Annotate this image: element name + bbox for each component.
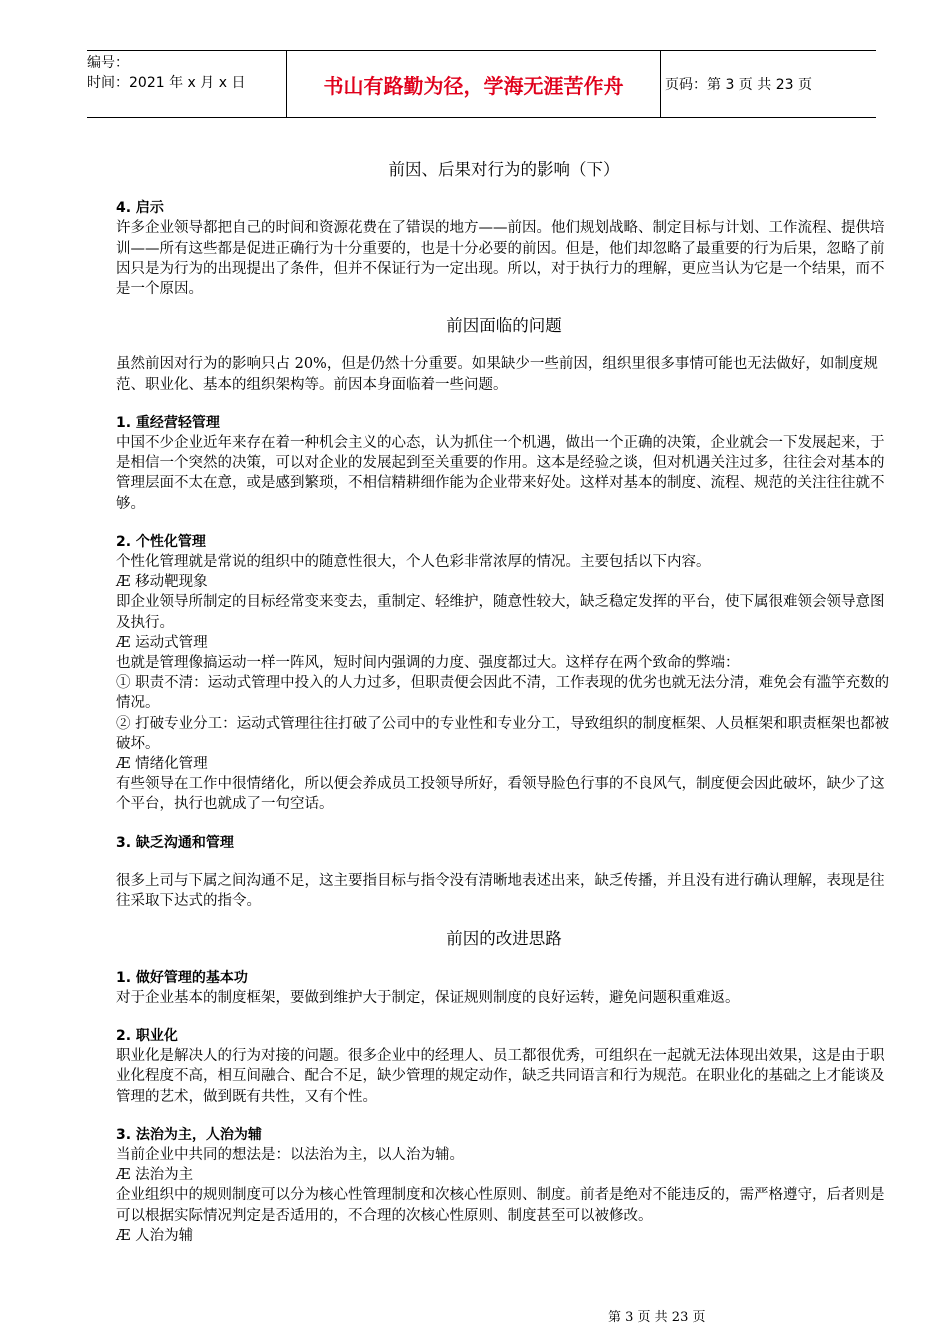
time-label: 时间：2021 年 x 月 x 日 — [87, 75, 246, 91]
bullet-heading: Æ 法治为主 — [116, 1167, 194, 1184]
section-heading: 3. 缺乏沟通和管理 — [116, 834, 234, 851]
paragraph: 当前企业中共同的想法是：以法治为主，以人治为辅。 — [116, 1146, 464, 1163]
section-heading: 3. 法治为主，人治为辅 — [116, 1126, 262, 1143]
number-label: 编号： — [87, 55, 129, 71]
subtitle: 前因的改进思路 — [446, 929, 562, 949]
paragraph: 即企业领导所制定的目标经常变来变去，重制定、轻维护，随意性较大，缺乏稳定发挥的平台，使下属很难领会领导意图及执行。 — [116, 594, 885, 631]
paragraph: 也就是管理像搞运动一样一阵风，短时间内强调的力度、强度都过大。这样存在两个致命的弊端： — [116, 655, 740, 672]
paragraph: 职业化是解决人的行为对接的问题。很多企业中的经理人、员工都很优秀，可组织在一起就无法体现出效果，这是由于职业化程度不高，相互间融合、配合不足，缺少管理的规定动作，缺乏共同语言和行为规范。在职业化的基础之上才能谈及管理的艺术，做到既有共性，又有个性。 — [116, 1048, 885, 1105]
paragraph: 中国不少企业近年来存在着一种机会主义的心态，认为抓住一个机遇，做出一个正确的决策，企业就会一下发展起来，于是相信一个突然的决策，可以对企业的发展起到至关重要的作用。这本是经验之谈，但对机遇关注过多，往往会对基本的管理层面不太在意，或是感到繁琐，不相信精耕细作能为企业带来好处。这样对基本的制度、流程、规范的关注往往就不够。 — [116, 435, 885, 512]
paragraph: 许多企业领导都把自己的时间和资源花费在了错误的地方——前因。他们规划战略、制定目标与计划、工作流程、提供培训——所有这些都是促进正确行为十分重要的，也是十分必要的前因。但是，他们却忽略了最重要的行为后果，忽略了前因只是为行为的出现提出了条件，但并不保证行为一定出现。所以，对于执行力的理解，更应当认为它是一个结果，而不是一个原因。 — [116, 220, 885, 298]
subtitle: 前因面临的问题 — [446, 316, 562, 336]
bullet-heading: Æ 情绪化管理 — [116, 756, 208, 773]
header-motto: 书山有路勤为径，学海无涯苦作舟 — [287, 51, 661, 117]
document-body — [116, 160, 892, 1246]
section-heading: 1. 重经营轻管理 — [116, 414, 220, 431]
paragraph: 有些领导在工作中很情绪化，所以便会养成员工投领导所好，看领导脸色行事的不良风气，制度便会因此破坏，缺少了这个平台，执行也就成了一句空话。 — [116, 776, 885, 813]
bullet-heading: Æ 移动靶现象 — [116, 574, 208, 591]
section-heading: 4. 启示 — [116, 200, 164, 217]
page-title: 前因、后果对行为的影响（下） — [388, 160, 620, 179]
numbered-item: ① 职责不清：运动式管理中投入的人力过多，但职责便会因此不清，工作表现的优劣也就无法分清，难免会有滥竽充数的情况。 — [116, 675, 890, 712]
page-footer: 第 3 页 共 23 页 — [608, 1310, 706, 1325]
paragraph: 对于企业基本的制度框架，要做到维护大于制定，保证规则制度的良好运转，避免问题积重难返。 — [116, 989, 740, 1006]
section-heading: 1. 做好管理的基本功 — [116, 969, 248, 986]
section-heading: 2. 个性化管理 — [116, 533, 206, 550]
numbered-item: ② 打破专业分工：运动式管理往往打破了公司中的专业性和专业分工，导致组织的制度框架、人员框架和职责框架也都被破坏。 — [116, 715, 890, 752]
paragraph: 企业组织中的规则制度可以分为核心性管理制度和次核心性原则、制度。前者是绝对不能违反的，需严格遵守，后者则是可以根据实际情况判定是否适用的，不合理的次核心性原则、制度甚至可以被修改。 — [116, 1187, 885, 1224]
paragraph: 虽然前因对行为的影响只占 20%，但是仍然十分重要。如果缺少一些前因，组织里很多事情可能也无法做好，如制度规范、职业化、基本的组织架构等。前因本身面临着一些问题。 — [116, 356, 878, 393]
bullet-heading: Æ 运动式管理 — [116, 634, 208, 651]
bullet-heading: Æ 人治为辅 — [116, 1227, 194, 1244]
paragraph: 很多上司与下属之间沟通不足，这主要指目标与指令没有清晰地表述出来，缺乏传播，并且没有进行确认理解，表现是往往采取下达式的指令。 — [116, 872, 885, 910]
section-heading: 2. 职业化 — [116, 1027, 178, 1044]
header-meta — [87, 51, 287, 117]
paragraph: 个性化管理就是常说的组织中的随意性很大，个人色彩非常浓厚的情况。主要包括以下内容。 — [116, 554, 711, 571]
header-page-label: 页码：第 3 页 共 23 页 — [665, 77, 812, 93]
page-header — [87, 50, 876, 118]
